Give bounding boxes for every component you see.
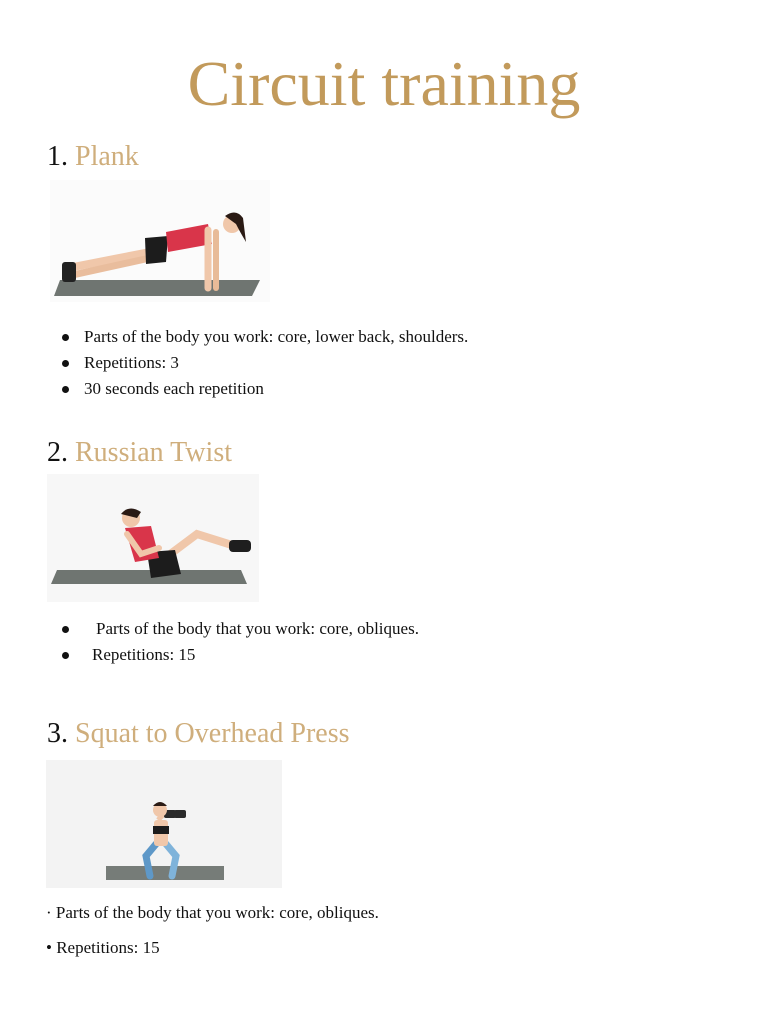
list-item: Parts of the body you work: core, lower back, shoulders. — [62, 324, 468, 350]
squat-press-body-parts: · Parts of the body that you work: core, obliques. — [46, 903, 379, 922]
russian-twist-photo — [47, 474, 259, 602]
list-item: Repetitions: 15 — [62, 642, 419, 668]
exercise-name: Plank — [75, 141, 139, 172]
plank-photo — [50, 180, 270, 302]
list-item: Parts of the body that you work: core, obliques. — [62, 616, 419, 642]
exercise-heading-squat-press — [47, 717, 350, 751]
bullet-icon — [62, 652, 69, 659]
list-item: Repetitions: 3 — [62, 350, 468, 376]
exercise-name: Russian Twist — [75, 437, 232, 468]
exercise-name: Squat to Overhead Press — [75, 718, 350, 749]
exercise-number: 2. — [47, 437, 68, 468]
plank-details-list — [62, 324, 468, 402]
squat-press-repetitions: • Repetitions: 15 — [46, 938, 160, 957]
exercise-heading-plank — [47, 140, 139, 174]
exercise-number: 3. — [47, 718, 68, 749]
bullet-icon — [62, 360, 69, 367]
russian-twist-details-list — [62, 616, 419, 668]
exercise-heading-russian-twist — [47, 436, 232, 470]
exercise-number: 1. — [47, 141, 68, 172]
bullet-icon — [62, 386, 69, 393]
list-item: 30 seconds each repetition — [62, 376, 468, 402]
squat-press-photo — [46, 760, 282, 888]
bullet-icon — [62, 626, 69, 633]
bullet-icon — [62, 334, 69, 341]
page-title: Circuit training — [187, 48, 581, 119]
